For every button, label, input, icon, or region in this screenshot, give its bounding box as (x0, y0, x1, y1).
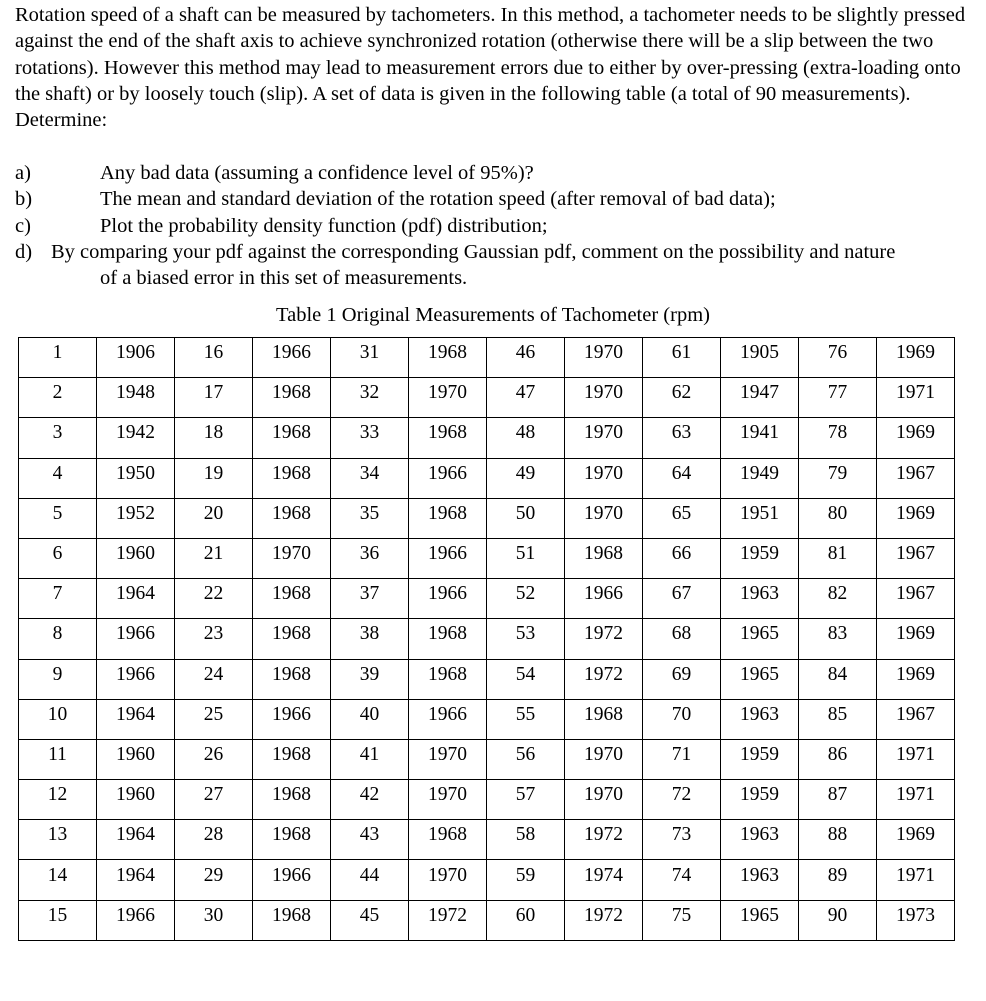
measurement-value-cell: 1968 (253, 418, 331, 458)
measurement-value-cell: 1967 (877, 579, 955, 619)
measurement-value-cell: 1970 (565, 739, 643, 779)
measurement-index-cell: 63 (643, 418, 721, 458)
measurement-index-cell: 43 (331, 820, 409, 860)
task-marker-d: d) (15, 240, 33, 263)
measurement-value-cell: 1971 (877, 739, 955, 779)
measurement-value-cell: 1969 (877, 498, 955, 538)
measurement-index-cell: 87 (799, 780, 877, 820)
measurement-index-cell: 20 (175, 498, 253, 538)
measurement-index-cell: 78 (799, 418, 877, 458)
task-text-d: By comparing your pdf against the corresponding Gaussian pdf, comment on the possibility and nature (51, 240, 896, 263)
measurement-value-cell: 1963 (721, 699, 799, 739)
task-item-c (15, 213, 970, 239)
measurement-index-cell: 36 (331, 538, 409, 578)
measurement-value-cell: 1966 (565, 579, 643, 619)
measurement-value-cell: 1970 (409, 739, 487, 779)
measurement-index-cell: 82 (799, 579, 877, 619)
measurement-index-cell: 14 (19, 860, 97, 900)
measurement-value-cell: 1974 (565, 860, 643, 900)
measurement-value-cell: 1972 (565, 619, 643, 659)
measurement-value-cell: 1966 (409, 458, 487, 498)
measurement-value-cell: 1969 (877, 820, 955, 860)
measurement-index-cell: 45 (331, 900, 409, 940)
measurement-index-cell: 23 (175, 619, 253, 659)
measurement-index-cell: 86 (799, 739, 877, 779)
measurement-index-cell: 71 (643, 739, 721, 779)
measurement-value-cell: 1966 (253, 860, 331, 900)
measurement-value-cell: 1959 (721, 538, 799, 578)
measurement-index-cell: 22 (175, 579, 253, 619)
measurement-index-cell: 70 (643, 699, 721, 739)
measurement-value-cell: 1966 (97, 659, 175, 699)
measurement-value-cell: 1970 (253, 538, 331, 578)
measurement-value-cell: 1967 (877, 538, 955, 578)
measurement-value-cell: 1970 (565, 418, 643, 458)
measurement-index-cell: 34 (331, 458, 409, 498)
table-row (19, 418, 955, 458)
measurement-value-cell: 1966 (97, 900, 175, 940)
table-row (19, 699, 955, 739)
measurement-value-cell: 1968 (253, 378, 331, 418)
table-caption: Table 1 Original Measurements of Tachometer (rpm) (276, 304, 710, 326)
measurement-value-cell: 1968 (253, 498, 331, 538)
measurement-value-cell: 1966 (253, 338, 331, 378)
measurement-index-cell: 31 (331, 338, 409, 378)
measurement-index-cell: 80 (799, 498, 877, 538)
table-row (19, 378, 955, 418)
measurement-value-cell: 1950 (97, 458, 175, 498)
measurement-value-cell: 1970 (409, 860, 487, 900)
table-row (19, 498, 955, 538)
measurement-value-cell: 1968 (565, 699, 643, 739)
measurement-value-cell: 1963 (721, 860, 799, 900)
table-row (19, 659, 955, 699)
measurement-index-cell: 74 (643, 860, 721, 900)
measurement-index-cell: 26 (175, 739, 253, 779)
measurement-index-cell: 16 (175, 338, 253, 378)
measurement-value-cell: 1969 (877, 619, 955, 659)
measurement-value-cell: 1967 (877, 458, 955, 498)
measurement-value-cell: 1971 (877, 860, 955, 900)
measurement-index-cell: 57 (487, 780, 565, 820)
measurement-value-cell: 1948 (97, 378, 175, 418)
measurement-index-cell: 30 (175, 900, 253, 940)
measurement-value-cell: 1971 (877, 780, 955, 820)
measurement-index-cell: 54 (487, 659, 565, 699)
measurement-value-cell: 1947 (721, 378, 799, 418)
task-marker-c: c) (15, 214, 31, 237)
table-row (19, 860, 955, 900)
measurement-value-cell: 1941 (721, 418, 799, 458)
measurement-index-cell: 85 (799, 699, 877, 739)
measurement-index-cell: 19 (175, 458, 253, 498)
measurement-index-cell: 84 (799, 659, 877, 699)
measurement-index-cell: 2 (19, 378, 97, 418)
measurement-value-cell: 1960 (97, 538, 175, 578)
measurement-index-cell: 11 (19, 739, 97, 779)
intro-paragraph: Rotation speed of a shaft can be measured by tachometers. In this method, a tachometer needs to be slightly pressed against the end of the shaft axis to achieve synchronized rotation (otherwise there will be a slip between the two rotations). However this method may lead to measurement errors due to either by over-pressing (extra-loading onto the shaft) or by loosely touch (slip). A set of data is given in the following table (a total of 90 measurements). Determine: (15, 4, 966, 132)
measurement-index-cell: 42 (331, 780, 409, 820)
measurements-table (18, 337, 955, 941)
measurement-index-cell: 38 (331, 619, 409, 659)
measurement-value-cell: 1969 (877, 338, 955, 378)
measurement-index-cell: 47 (487, 378, 565, 418)
measurement-index-cell: 32 (331, 378, 409, 418)
measurement-value-cell: 1973 (877, 900, 955, 940)
measurement-value-cell: 1968 (409, 659, 487, 699)
measurement-index-cell: 65 (643, 498, 721, 538)
measurement-value-cell: 1968 (253, 619, 331, 659)
measurement-value-cell: 1972 (565, 820, 643, 860)
measurement-index-cell: 56 (487, 739, 565, 779)
table-row (19, 458, 955, 498)
measurement-index-cell: 68 (643, 619, 721, 659)
task-text-a: Any bad data (assuming a confidence level of 95%)? (100, 162, 534, 184)
measurement-index-cell: 58 (487, 820, 565, 860)
measurement-index-cell: 88 (799, 820, 877, 860)
measurement-value-cell: 1966 (409, 538, 487, 578)
measurement-value-cell: 1968 (409, 418, 487, 458)
measurement-index-cell: 21 (175, 538, 253, 578)
measurement-value-cell: 1969 (877, 418, 955, 458)
table-row (19, 579, 955, 619)
task-item-d (15, 239, 970, 265)
measurement-value-cell: 1966 (253, 699, 331, 739)
measurement-index-cell: 53 (487, 619, 565, 659)
measurement-index-cell: 29 (175, 860, 253, 900)
measurement-index-cell: 73 (643, 820, 721, 860)
measurement-index-cell: 66 (643, 538, 721, 578)
intro-paragraph-block (15, 2, 970, 133)
measurement-value-cell: 1968 (565, 538, 643, 578)
measurement-value-cell: 1968 (253, 579, 331, 619)
measurement-value-cell: 1972 (565, 900, 643, 940)
measurement-index-cell: 12 (19, 780, 97, 820)
measurement-index-cell: 72 (643, 780, 721, 820)
measurement-index-cell: 90 (799, 900, 877, 940)
measurement-index-cell: 28 (175, 820, 253, 860)
measurement-index-cell: 18 (175, 418, 253, 458)
measurement-value-cell: 1960 (97, 739, 175, 779)
measurement-index-cell: 6 (19, 538, 97, 578)
table-row (19, 739, 955, 779)
measurement-index-cell: 62 (643, 378, 721, 418)
measurement-value-cell: 1963 (721, 820, 799, 860)
table-row (19, 900, 955, 940)
measurement-value-cell: 1906 (97, 338, 175, 378)
measurement-index-cell: 69 (643, 659, 721, 699)
measurement-value-cell: 1966 (409, 699, 487, 739)
measurement-value-cell: 1966 (409, 579, 487, 619)
table-row (19, 780, 955, 820)
measurement-value-cell: 1959 (721, 780, 799, 820)
measurement-index-cell: 61 (643, 338, 721, 378)
task-list (15, 160, 970, 291)
measurement-index-cell: 51 (487, 538, 565, 578)
measurement-index-cell: 27 (175, 780, 253, 820)
measurement-index-cell: 50 (487, 498, 565, 538)
measurement-index-cell: 8 (19, 619, 97, 659)
measurement-value-cell: 1970 (565, 458, 643, 498)
measurement-index-cell: 25 (175, 699, 253, 739)
measurement-index-cell: 15 (19, 900, 97, 940)
measurement-index-cell: 76 (799, 338, 877, 378)
measurement-value-cell: 1964 (97, 860, 175, 900)
measurement-index-cell: 17 (175, 378, 253, 418)
table-row (19, 820, 955, 860)
measurement-index-cell: 39 (331, 659, 409, 699)
measurement-index-cell: 77 (799, 378, 877, 418)
measurement-index-cell: 41 (331, 739, 409, 779)
measurement-value-cell: 1968 (253, 900, 331, 940)
measurement-index-cell: 9 (19, 659, 97, 699)
measurement-value-cell: 1965 (721, 900, 799, 940)
measurement-value-cell: 1970 (409, 378, 487, 418)
measurement-value-cell: 1965 (721, 619, 799, 659)
task-marker-b: b) (15, 188, 33, 211)
task-item-a (15, 160, 970, 186)
measurements-table-body (19, 338, 955, 941)
measurement-index-cell: 59 (487, 860, 565, 900)
measurement-index-cell: 5 (19, 498, 97, 538)
measurement-value-cell: 1963 (721, 579, 799, 619)
measurement-index-cell: 44 (331, 860, 409, 900)
measurement-index-cell: 67 (643, 579, 721, 619)
measurement-value-cell: 1971 (877, 378, 955, 418)
measurement-value-cell: 1970 (409, 780, 487, 820)
table-row (19, 619, 955, 659)
measurement-index-cell: 33 (331, 418, 409, 458)
measurement-value-cell: 1942 (97, 418, 175, 458)
measurement-index-cell: 49 (487, 458, 565, 498)
measurement-value-cell: 1972 (409, 900, 487, 940)
measurement-index-cell: 35 (331, 498, 409, 538)
measurement-value-cell: 1968 (253, 820, 331, 860)
measurement-value-cell: 1959 (721, 739, 799, 779)
measurement-index-cell: 75 (643, 900, 721, 940)
measurement-value-cell: 1968 (409, 820, 487, 860)
task-item-b (15, 186, 970, 212)
measurement-value-cell: 1968 (409, 619, 487, 659)
measurement-index-cell: 40 (331, 699, 409, 739)
measurement-index-cell: 60 (487, 900, 565, 940)
measurement-index-cell: 24 (175, 659, 253, 699)
task-text-b: The mean and standard deviation of the rotation speed (after removal of bad data); (100, 188, 776, 211)
measurement-value-cell: 1970 (565, 338, 643, 378)
measurement-value-cell: 1960 (97, 780, 175, 820)
task-marker-a: a) (15, 162, 31, 184)
measurement-index-cell: 7 (19, 579, 97, 619)
measurement-value-cell: 1968 (409, 498, 487, 538)
measurement-index-cell: 46 (487, 338, 565, 378)
measurement-value-cell: 1905 (721, 338, 799, 378)
measurement-index-cell: 48 (487, 418, 565, 458)
measurement-index-cell: 79 (799, 458, 877, 498)
measurement-value-cell: 1964 (97, 699, 175, 739)
measurement-index-cell: 81 (799, 538, 877, 578)
measurement-value-cell: 1970 (565, 378, 643, 418)
measurement-index-cell: 13 (19, 820, 97, 860)
measurement-index-cell: 52 (487, 579, 565, 619)
measurement-value-cell: 1968 (409, 338, 487, 378)
measurement-index-cell: 37 (331, 579, 409, 619)
measurement-value-cell: 1964 (97, 820, 175, 860)
measurement-value-cell: 1966 (97, 619, 175, 659)
measurement-value-cell: 1952 (97, 498, 175, 538)
measurement-index-cell: 1 (19, 338, 97, 378)
task-text-c: Plot the probability density function (pdf) distribution; (100, 214, 548, 237)
measurement-value-cell: 1968 (253, 739, 331, 779)
measurement-value-cell: 1967 (877, 699, 955, 739)
table-row (19, 338, 955, 378)
measurement-index-cell: 83 (799, 619, 877, 659)
measurement-value-cell: 1968 (253, 458, 331, 498)
measurement-value-cell: 1965 (721, 659, 799, 699)
measurement-value-cell: 1972 (565, 659, 643, 699)
task-text-d-continued: of a biased error in this set of measurements. (100, 267, 468, 290)
measurement-value-cell: 1969 (877, 659, 955, 699)
measurement-value-cell: 1949 (721, 458, 799, 498)
measurement-index-cell: 3 (19, 418, 97, 458)
measurement-index-cell: 4 (19, 458, 97, 498)
measurement-value-cell: 1951 (721, 498, 799, 538)
measurement-index-cell: 10 (19, 699, 97, 739)
measurement-value-cell: 1970 (565, 780, 643, 820)
measurement-value-cell: 1968 (253, 780, 331, 820)
measurement-value-cell: 1968 (253, 659, 331, 699)
measurement-index-cell: 55 (487, 699, 565, 739)
table-row (19, 538, 955, 578)
measurement-value-cell: 1964 (97, 579, 175, 619)
measurement-index-cell: 89 (799, 860, 877, 900)
measurement-index-cell: 64 (643, 458, 721, 498)
measurement-value-cell: 1970 (565, 498, 643, 538)
